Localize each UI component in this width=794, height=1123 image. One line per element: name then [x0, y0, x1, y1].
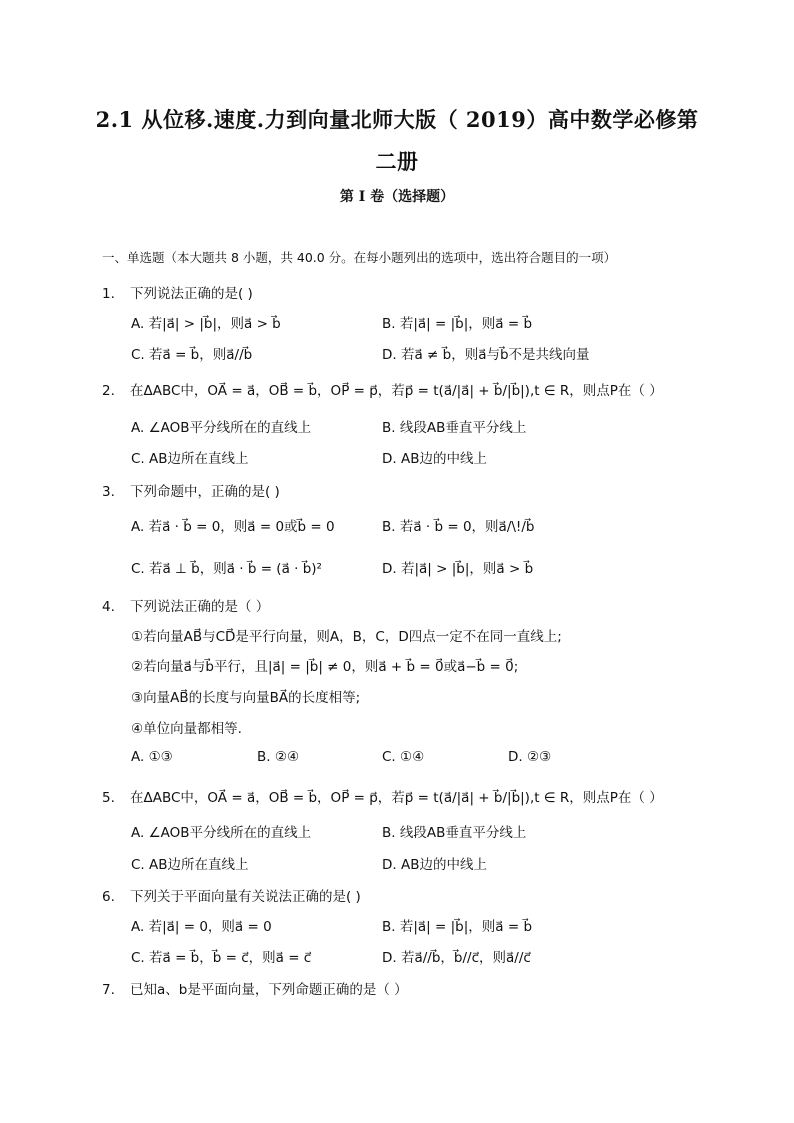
q3-option-a[interactable]: A. 若a⃗ · b⃗ = 0，则a⃗ = 0或b⃗ = 0 — [131, 519, 335, 535]
q3-option-d[interactable]: D. 若|a⃗| > |b⃗|，则a⃗ > b⃗ — [382, 561, 534, 577]
q2-option-a[interactable]: A. ∠AOB平分线所在的直线上 — [131, 420, 312, 436]
question-stem: 在ΔABC中，OA⃗ = a⃗，OB⃗ = b⃗，OP⃗ = p⃗，若p⃗ = t(a⃗/|a⃗| + b⃗/|b⃗|),t ∈ R，则点P在（ ） — [130, 383, 663, 399]
q4-option-c[interactable]: C. ①④ — [382, 749, 425, 765]
section-heading: 一、单选题（本大题共 8 小题，共 40.0 分。在每小题列出的选项中，选出符合题目的一项） — [102, 250, 617, 265]
q4-statement-1: ①若向量AB⃗与CD⃗是平行向量，则A，B，C，D四点一定不在同一直线上; — [131, 629, 562, 645]
q5-option-c[interactable]: C. AB边所在直线上 — [131, 857, 249, 873]
question-1 — [102, 282, 253, 302]
q2-option-c[interactable]: C. AB边所在直线上 — [131, 451, 249, 467]
q4-statement-4: ④单位向量都相等. — [131, 721, 242, 737]
q3-option-b[interactable]: B. 若a⃗ · b⃗ = 0，则a⃗/\!/b⃗ — [382, 519, 535, 535]
question-number: 2. — [102, 383, 115, 399]
q4-statement-2: ②若向量a⃗与b⃗平行，且|a⃗| = |b⃗| ≠ 0，则a⃗ + b⃗ = 0⃗或a⃗−b⃗ = 0⃗; — [131, 659, 519, 675]
document-title-line2: 二册 — [375, 149, 419, 174]
q6-option-c[interactable]: C. 若a⃗ = b⃗，b⃗ = c⃗，则a⃗ = c⃗ — [131, 950, 312, 966]
question-number: 5. — [102, 790, 115, 806]
q4-statement-3: ③向量AB⃗的长度与向量BA⃗的长度相等; — [131, 690, 361, 706]
question-number: 6. — [102, 889, 115, 905]
question-7 — [102, 978, 408, 998]
q6-option-d[interactable]: D. 若a⃗//b⃗，b⃗//c⃗，则a⃗//c⃗ — [382, 950, 531, 966]
document-title-line1: 2.1 从位移.速度.力到向量北师大版（ 2019）高中数学必修第 — [95, 107, 699, 132]
question-2 — [102, 379, 663, 399]
question-4 — [102, 595, 269, 615]
q1-option-a[interactable]: A. 若|a⃗| > |b⃗|，则a⃗ > b⃗ — [131, 316, 281, 332]
q5-option-d[interactable]: D. AB边的中线上 — [382, 857, 487, 873]
q5-option-a[interactable]: A. ∠AOB平分线所在的直线上 — [131, 825, 312, 841]
question-3 — [102, 480, 280, 500]
q4-option-d[interactable]: D. ②③ — [508, 749, 552, 765]
question-number: 4. — [102, 599, 115, 615]
q6-option-a[interactable]: A. 若|a⃗| = 0，则a⃗ = 0 — [131, 919, 272, 935]
q1-option-d[interactable]: D. 若a⃗ ≠ b⃗，则a⃗与b⃗不是共线向量 — [382, 347, 590, 363]
question-stem: 已知a、b是平面向量，下列命题正确的是（ ） — [130, 982, 408, 998]
q2-option-b[interactable]: B. 线段AB垂直平分线上 — [382, 420, 527, 436]
question-stem: 下列说法正确的是( ) — [130, 286, 253, 302]
q2-option-d[interactable]: D. AB边的中线上 — [382, 451, 487, 467]
question-number: 7. — [102, 982, 115, 998]
q6-option-b[interactable]: B. 若|a⃗| = |b⃗|，则a⃗ = b⃗ — [382, 919, 533, 935]
question-number: 1. — [102, 286, 115, 302]
question-stem: 下列关于平面向量有关说法正确的是( ) — [130, 889, 361, 905]
q5-option-b[interactable]: B. 线段AB垂直平分线上 — [382, 825, 527, 841]
question-stem: 下列命题中，正确的是( ) — [130, 484, 280, 500]
volume-subtitle: 第 I 卷（选择题） — [339, 189, 455, 205]
question-number: 3. — [102, 484, 115, 500]
q1-option-b[interactable]: B. 若|a⃗| = |b⃗|，则a⃗ = b⃗ — [382, 316, 533, 332]
question-6 — [102, 885, 361, 905]
q4-option-b[interactable]: B. ②④ — [257, 749, 300, 765]
q1-option-c[interactable]: C. 若a⃗ = b⃗，则a⃗//b⃗ — [131, 347, 253, 363]
q3-option-c[interactable]: C. 若a⃗ ⊥ b⃗，则a⃗ · b⃗ = (a⃗ · b⃗)² — [131, 561, 322, 577]
q4-option-a[interactable]: A. ①③ — [131, 749, 173, 765]
question-5 — [102, 786, 663, 806]
question-stem: 在ΔABC中，OA⃗ = a⃗，OB⃗ = b⃗，OP⃗ = p⃗，若p⃗ = t(a⃗/|a⃗| + b⃗/|b⃗|),t ∈ R，则点P在（ ） — [130, 790, 663, 806]
question-stem: 下列说法正确的是（ ） — [130, 599, 270, 615]
